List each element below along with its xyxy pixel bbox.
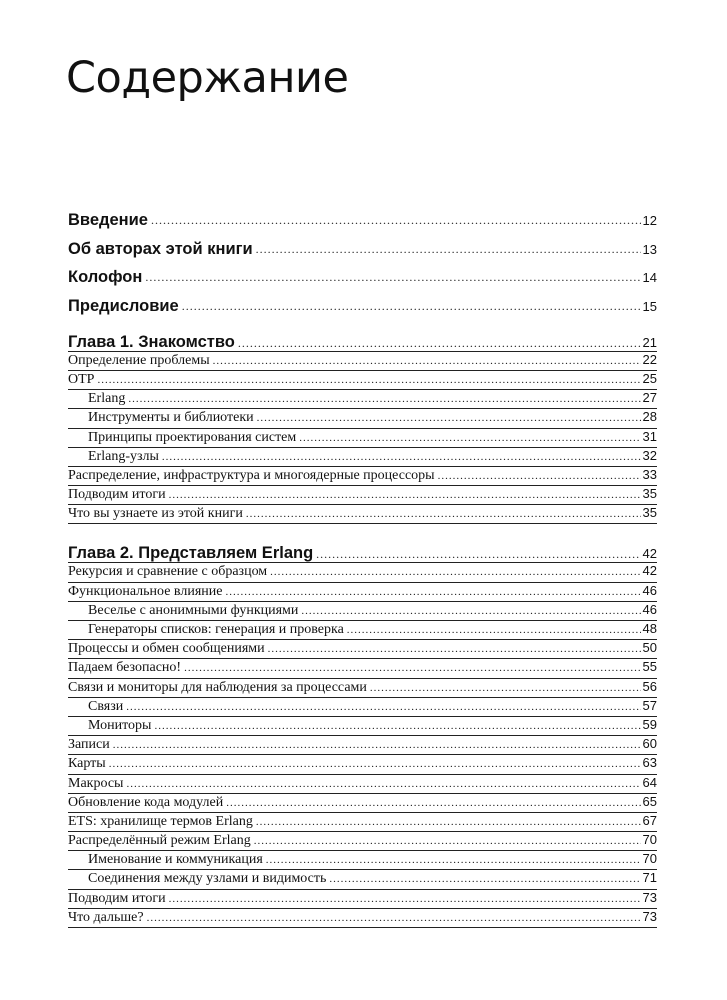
toc-section[interactable] bbox=[68, 890, 657, 909]
toc-page-number: 28 bbox=[642, 409, 657, 425]
dot-leader bbox=[109, 758, 641, 770]
toc-section-label: Соединения между узлами и видимость bbox=[88, 871, 327, 887]
toc-page-number: 27 bbox=[642, 390, 657, 406]
dot-leader bbox=[299, 432, 640, 444]
dot-leader bbox=[147, 912, 641, 924]
dot-leader bbox=[270, 566, 640, 578]
toc-section-label: Записи bbox=[68, 737, 110, 753]
toc-page-number: 13 bbox=[642, 241, 657, 257]
dot-leader bbox=[246, 508, 641, 520]
toc-page-number: 67 bbox=[642, 812, 657, 828]
toc-section-label: Функциональное влияние bbox=[68, 583, 223, 599]
toc-page-number: 42 bbox=[642, 546, 657, 562]
toc-section-label: Связи и мониторы для наблюдения за процессами bbox=[68, 679, 367, 695]
toc-page-number: 70 bbox=[642, 832, 657, 848]
toc-page-number: 73 bbox=[642, 908, 657, 924]
toc-section[interactable] bbox=[68, 640, 657, 659]
dot-leader bbox=[225, 586, 640, 598]
dot-leader bbox=[213, 355, 641, 367]
toc-page-number: 46 bbox=[642, 601, 657, 617]
toc-page-number: 50 bbox=[642, 640, 657, 656]
toc-page-number: 64 bbox=[642, 774, 657, 790]
toc-section-label: Инструменты и библиотеки bbox=[88, 410, 254, 426]
toc-section-label: Распределённый режим Erlang bbox=[68, 833, 251, 849]
dot-leader bbox=[128, 393, 640, 405]
toc-section[interactable] bbox=[68, 486, 657, 505]
toc-section-label: Подводим итоги bbox=[68, 890, 166, 906]
toc-section-label: Определение проблемы bbox=[68, 352, 210, 368]
dot-leader bbox=[438, 470, 641, 482]
toc-page-number: 71 bbox=[642, 870, 657, 886]
toc-subsection[interactable] bbox=[68, 870, 657, 889]
toc-section-label: Карты bbox=[68, 756, 106, 772]
toc-page-number: 31 bbox=[642, 428, 657, 444]
toc-section[interactable] bbox=[68, 563, 657, 582]
toc-entry-label: Введение bbox=[68, 210, 148, 229]
dot-leader bbox=[347, 624, 641, 636]
toc-page-number: 59 bbox=[642, 716, 657, 732]
toc-page-number: 60 bbox=[642, 736, 657, 752]
toc-section-label: Что вы узнаете из этой книги bbox=[68, 506, 243, 522]
toc-section-label: OTP bbox=[68, 371, 95, 387]
toc-subsection[interactable] bbox=[68, 602, 657, 621]
toc-page-number: 22 bbox=[642, 351, 657, 367]
toc-section[interactable] bbox=[68, 505, 657, 524]
toc-section-label: Распределение, инфраструктура и многоядерные процессоры bbox=[68, 467, 435, 483]
page-title: Содержание bbox=[66, 53, 349, 103]
toc-entry-colophon[interactable] bbox=[68, 263, 657, 292]
toc-entry-preface[interactable] bbox=[68, 292, 657, 321]
dot-leader bbox=[151, 213, 641, 228]
toc-page-number: 56 bbox=[642, 678, 657, 694]
toc-subsection[interactable] bbox=[68, 621, 657, 640]
toc-entry-label: Предисловие bbox=[68, 296, 179, 315]
toc-subsection[interactable] bbox=[68, 390, 657, 409]
toc-section-label: Именование и коммуникация bbox=[88, 852, 263, 868]
dot-leader bbox=[97, 374, 640, 386]
toc-section-label: Erlang bbox=[88, 391, 126, 407]
toc-page-number: 73 bbox=[642, 889, 657, 905]
dot-leader bbox=[329, 873, 640, 885]
toc-section[interactable] bbox=[68, 755, 657, 774]
toc-section[interactable] bbox=[68, 371, 657, 390]
dot-leader bbox=[169, 489, 641, 501]
toc-chapter-label: Глава 1. Знакомство bbox=[68, 332, 235, 351]
dot-leader bbox=[301, 605, 640, 617]
dot-leader bbox=[268, 643, 641, 655]
dot-leader bbox=[257, 412, 641, 424]
toc-page-number: 63 bbox=[642, 755, 657, 771]
dot-leader bbox=[169, 893, 641, 905]
toc-section-label: Падаем безопасно! bbox=[68, 660, 182, 676]
dot-leader bbox=[145, 270, 640, 285]
toc-section[interactable] bbox=[68, 813, 657, 832]
toc-section-label: ETS: хранилище термов Erlang bbox=[68, 813, 253, 829]
toc-section[interactable] bbox=[68, 659, 657, 678]
toc-subsection[interactable] bbox=[68, 409, 657, 428]
dot-leader bbox=[226, 797, 640, 809]
toc-section-label: Макросы bbox=[68, 775, 124, 791]
dot-leader bbox=[113, 739, 641, 751]
toc-section[interactable] bbox=[68, 467, 657, 486]
toc-page-number: 15 bbox=[642, 298, 657, 314]
dot-leader bbox=[266, 854, 641, 866]
toc-section-label: Связи bbox=[88, 698, 124, 714]
toc-section-label: Обновление кода модулей bbox=[68, 794, 224, 810]
toc-section-label: Erlang-узлы bbox=[88, 448, 159, 464]
dot-leader bbox=[370, 682, 641, 694]
toc-section[interactable] bbox=[68, 832, 657, 851]
toc-chapter-1[interactable] bbox=[68, 333, 657, 352]
toc-entry-introduction[interactable] bbox=[68, 206, 657, 235]
toc-subsection[interactable] bbox=[68, 448, 657, 467]
toc-page-number: 14 bbox=[642, 270, 657, 286]
toc-subsection[interactable] bbox=[68, 429, 657, 448]
toc-subsection[interactable] bbox=[68, 851, 657, 870]
toc-page-number: 25 bbox=[642, 370, 657, 386]
dot-leader bbox=[154, 720, 640, 732]
toc-subsection[interactable] bbox=[68, 698, 657, 717]
toc-entry-label: Колофон bbox=[68, 268, 143, 287]
toc-page-number: 42 bbox=[642, 563, 657, 579]
toc-section[interactable] bbox=[68, 352, 657, 371]
toc-section-label: Подводим итоги bbox=[68, 487, 166, 503]
toc-page-number: 21 bbox=[642, 334, 657, 350]
toc-section[interactable] bbox=[68, 909, 657, 928]
dot-leader bbox=[126, 778, 640, 790]
toc-entry-about-authors[interactable] bbox=[68, 235, 657, 264]
toc-page-number: 70 bbox=[642, 851, 657, 867]
toc-entry-label: Об авторах этой книги bbox=[68, 239, 253, 258]
dot-leader bbox=[184, 662, 640, 674]
toc-page-number: 35 bbox=[642, 505, 657, 521]
toc-section-label: Генераторы списков: генерация и проверка bbox=[88, 622, 344, 637]
toc-section-label: Процессы и обмен сообщениями bbox=[68, 641, 265, 657]
toc-page-number: 65 bbox=[642, 793, 657, 809]
toc-section[interactable] bbox=[68, 679, 657, 698]
toc-subsection[interactable] bbox=[68, 717, 657, 736]
toc-chapter-label: Глава 2. Представляем Erlang bbox=[68, 544, 314, 563]
dot-leader bbox=[238, 336, 641, 351]
toc-section-label: Принципы проектирования систем bbox=[88, 429, 297, 445]
table-of-contents bbox=[68, 206, 657, 928]
toc-page-number: 35 bbox=[642, 486, 657, 502]
dot-leader bbox=[256, 816, 641, 828]
toc-section[interactable] bbox=[68, 794, 657, 813]
dot-leader bbox=[254, 835, 641, 847]
toc-section-label: Веселье с анонимными функциями bbox=[88, 602, 299, 618]
dot-leader bbox=[182, 299, 641, 314]
dot-leader bbox=[162, 451, 641, 463]
toc-section[interactable] bbox=[68, 775, 657, 794]
toc-page-number: 46 bbox=[642, 582, 657, 598]
toc-page-number: 12 bbox=[642, 212, 657, 228]
toc-section[interactable] bbox=[68, 583, 657, 602]
toc-section-label: Что дальше? bbox=[68, 909, 144, 925]
toc-page-number: 33 bbox=[642, 466, 657, 482]
toc-page-number: 55 bbox=[642, 659, 657, 675]
toc-section[interactable] bbox=[68, 736, 657, 755]
toc-page-number: 32 bbox=[642, 447, 657, 463]
toc-page-number: 57 bbox=[642, 697, 657, 713]
dot-leader bbox=[256, 242, 641, 257]
toc-chapter-2[interactable] bbox=[68, 544, 657, 563]
dot-leader bbox=[126, 701, 640, 713]
toc-page-number: 48 bbox=[642, 621, 657, 636]
toc-section-label: Рекурсия и сравнение с образцом bbox=[68, 564, 268, 580]
dot-leader bbox=[316, 547, 640, 562]
toc-section-label: Мониторы bbox=[88, 717, 152, 733]
